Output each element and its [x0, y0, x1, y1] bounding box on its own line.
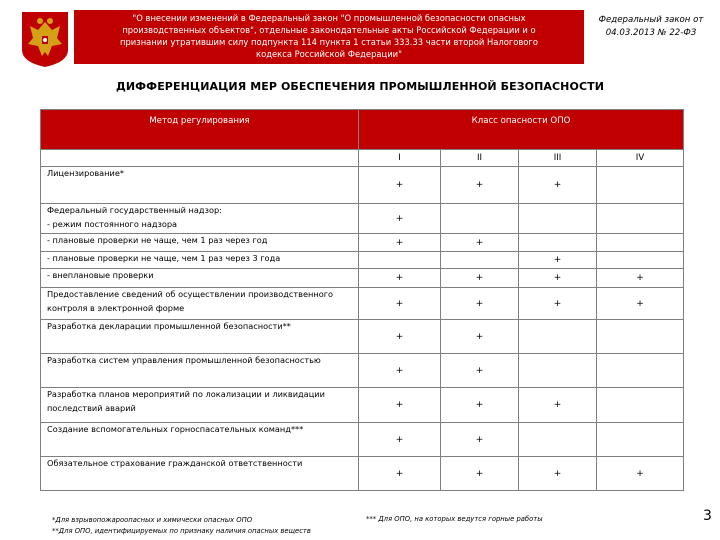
class-mark: [597, 320, 684, 354]
row-label: - плановые проверки не чаще, чем 1 раз через год: [41, 234, 359, 252]
class-mark: +: [359, 269, 441, 288]
class-mark: +: [519, 457, 597, 491]
class-mark: +: [441, 388, 519, 423]
footnote-3: *** Для ОПО, на которых ведутся горные работы: [366, 515, 543, 523]
row-label: Разработка декларации промышленной безопасности**: [41, 320, 359, 354]
class-mark: +: [597, 288, 684, 320]
class-mark: [597, 252, 684, 269]
class-mark: +: [359, 167, 441, 204]
row-label: Обязательное страхование гражданской ответственности: [41, 457, 359, 491]
row-label: Разработка планов мероприятий по локализации и ликвидации последствий аварий: [41, 388, 359, 423]
row-label: Предоставление сведений об осуществлении производственного контроля в электронной форме: [41, 288, 359, 320]
class-mark: +: [441, 269, 519, 288]
class-mark: +: [441, 320, 519, 354]
law-ref-line1: Федеральный закон от: [598, 15, 704, 25]
class-mark: +: [359, 354, 441, 388]
class-mark: +: [359, 204, 441, 234]
page-title: ДИФФЕРЕНЦИАЦИЯ МЕР ОБЕСПЕЧЕНИЯ ПРОМЫШЛЕННОЙ БЕЗОПАСНОСТИ: [115, 80, 605, 93]
class-mark: +: [519, 288, 597, 320]
row-label: Федеральный государственный надзор: - режим постоянного надзора: [41, 204, 359, 234]
class-mark: [519, 204, 597, 234]
law-ref-line2: 04.03.2013 № 22-ФЗ: [605, 28, 697, 38]
class-numbers-spacer: [41, 150, 359, 167]
class-number-1: I: [359, 150, 441, 167]
table-row: [41, 204, 684, 234]
class-mark: +: [441, 423, 519, 457]
class-mark: +: [441, 354, 519, 388]
table-row: [41, 423, 684, 457]
class-mark: [519, 320, 597, 354]
footnote-2: **Для ОПО, идентифицируемых по признаку наличия опасных веществ: [52, 527, 311, 535]
class-mark: [519, 354, 597, 388]
class-mark: +: [359, 288, 441, 320]
law-title-box: [74, 10, 584, 64]
measures-table: [40, 109, 684, 491]
law-title-line: кодекса Российской Федерации": [256, 49, 402, 59]
row-label: Создание вспомогательных горноспасательных команд***: [41, 423, 359, 457]
row-label: Лицензирование*: [41, 167, 359, 204]
class-mark: [597, 234, 684, 252]
class-mark: +: [441, 288, 519, 320]
class-number-4: IV: [597, 150, 684, 167]
law-title-line: признании утратившим силу подпункта 114 пункта 1 статьи 333.33 части второй Налогового: [120, 37, 538, 47]
class-mark: [441, 204, 519, 234]
footnotes-left: [52, 515, 311, 537]
class-mark: [519, 423, 597, 457]
law-title-line: производственных объектов", отдельные законодательные акты Российской Федерации и о: [122, 25, 536, 35]
class-number-3: III: [519, 150, 597, 167]
class-mark: [597, 204, 684, 234]
class-mark: +: [519, 252, 597, 269]
table-row: [41, 252, 684, 269]
table-row: [41, 167, 684, 204]
class-mark: +: [519, 167, 597, 204]
table-row: [41, 457, 684, 491]
page-number: 3: [703, 508, 712, 524]
table-row: [41, 354, 684, 388]
class-number-2: II: [441, 150, 519, 167]
class-mark: +: [359, 234, 441, 252]
class-mark: [441, 252, 519, 269]
class-mark: +: [519, 388, 597, 423]
class-mark: +: [441, 234, 519, 252]
row-label: - внеплановые проверки: [41, 269, 359, 288]
russian-coat-of-arms-icon: [20, 10, 70, 68]
table-row: [41, 288, 684, 320]
class-mark: [359, 252, 441, 269]
footnote-1: *Для взрывопожароопасных и химически опасных ОПО: [52, 516, 253, 524]
column-header-class: Класс опасности ОПО: [359, 110, 684, 150]
row-label: - плановые проверки не чаще, чем 1 раз через 3 года: [41, 252, 359, 269]
class-mark: +: [597, 457, 684, 491]
class-mark: +: [519, 269, 597, 288]
class-mark: [597, 423, 684, 457]
class-mark: +: [441, 457, 519, 491]
class-mark: [597, 388, 684, 423]
row-label: Разработка систем управления промышленной безопасностью: [41, 354, 359, 388]
class-mark: +: [441, 167, 519, 204]
class-mark: [597, 354, 684, 388]
table-row: [41, 320, 684, 354]
class-mark: +: [359, 388, 441, 423]
table-row: [41, 388, 684, 423]
table-row: [41, 234, 684, 252]
class-mark: +: [359, 457, 441, 491]
class-mark: [519, 234, 597, 252]
table-body: [41, 150, 684, 491]
law-title-line: "О внесении изменений в Федеральный закон "О промышленной безопасности опасных: [132, 13, 526, 23]
class-numbers-row: [41, 150, 684, 167]
class-mark: +: [359, 320, 441, 354]
class-mark: +: [597, 269, 684, 288]
class-mark: +: [359, 423, 441, 457]
law-reference: [588, 14, 714, 40]
column-header-method: Метод регулирования: [41, 110, 359, 150]
table-row: [41, 269, 684, 288]
class-mark: [597, 167, 684, 204]
